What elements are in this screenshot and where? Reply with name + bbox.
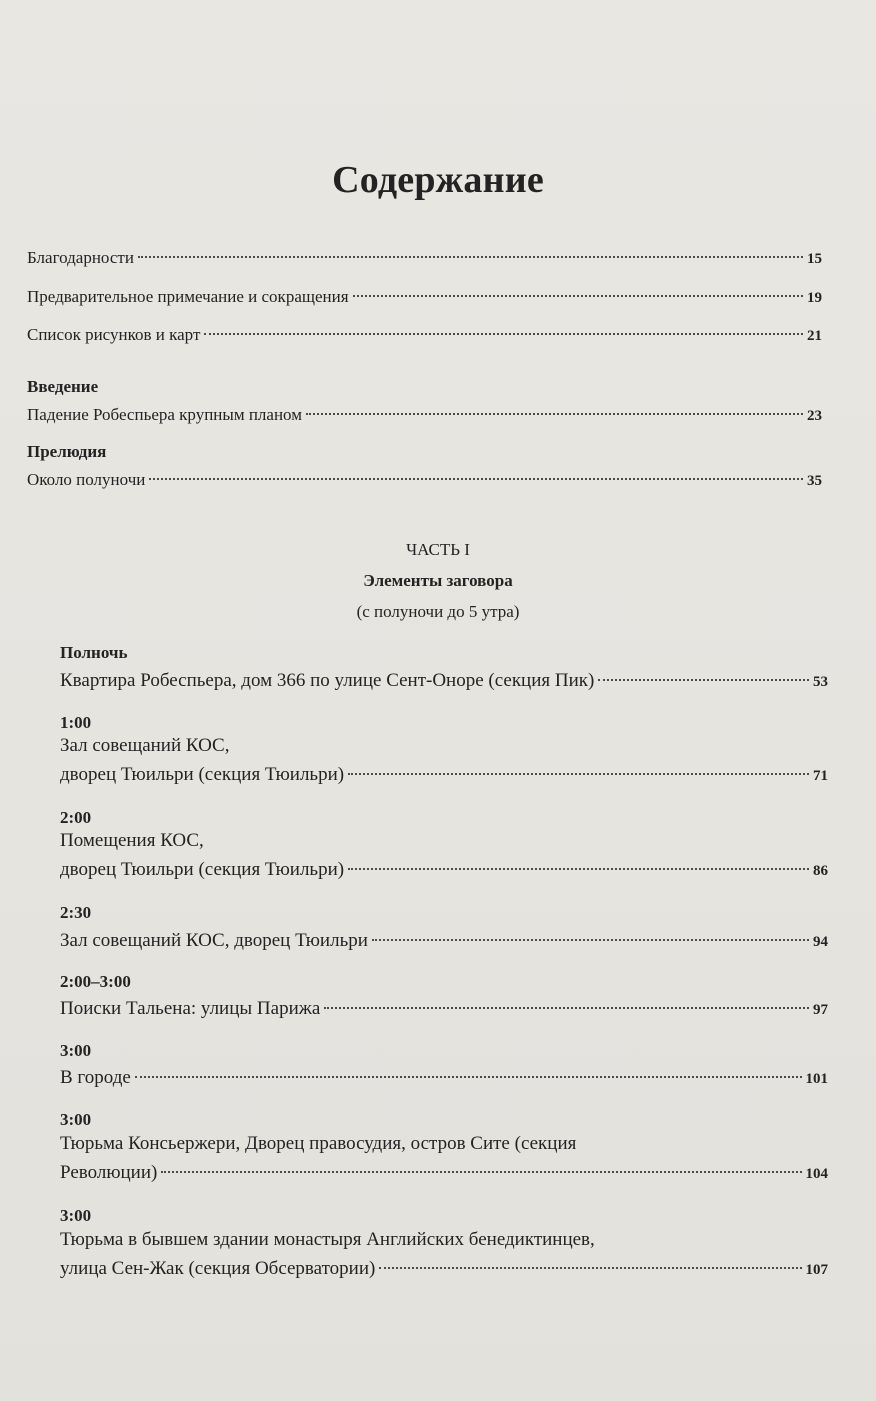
dot-leader (204, 333, 803, 335)
entry-label: В городе (60, 1067, 131, 1088)
dot-leader (138, 256, 803, 258)
toc-entry-cos-rooms[interactable] (60, 859, 828, 881)
entry-time: 1:00 (60, 713, 92, 732)
entry-line: Зал совещаний КОС, (60, 735, 230, 756)
entry-label: Предварительное примечание и сокращения (27, 287, 349, 306)
entry-time: 3:00 (60, 1206, 92, 1225)
dot-leader (324, 1007, 809, 1009)
toc-entry-benedictine-prison[interactable] (60, 1258, 828, 1280)
page-number: 19 (807, 290, 822, 306)
page-number: 71 (813, 768, 828, 784)
page-number: 97 (813, 1002, 828, 1018)
dot-leader (372, 939, 809, 941)
page-number: 86 (813, 863, 828, 879)
entry-time: 2:00 (60, 808, 92, 827)
dot-leader (161, 1171, 801, 1173)
entry-line: Тюрьма в бывшем здании монастыря Английских бенедиктинцев, (60, 1229, 595, 1250)
entry-label: Поиски Тальена: улицы Парижа (60, 998, 321, 1019)
toc-entry-intro[interactable] (27, 405, 822, 425)
page-number: 21 (807, 328, 822, 344)
dot-leader (353, 295, 803, 297)
entry-line: Тюрьма Консьержери, Дворец правосудия, остров Сите (секция (60, 1133, 577, 1154)
toc-entry-preliminary-note[interactable] (27, 287, 822, 307)
toc-entry-robespierre-apartment[interactable] (60, 670, 828, 692)
page-number: 15 (807, 251, 822, 267)
page-number: 107 (805, 1262, 828, 1278)
toc-entry-conciergerie[interactable] (60, 1162, 828, 1184)
entry-label: Благодарности (27, 248, 134, 267)
entry-time: 2:30 (60, 903, 92, 922)
dot-leader (348, 868, 809, 870)
page-number: 23 (807, 408, 822, 424)
page-number: 35 (807, 473, 822, 489)
page-number: 104 (805, 1166, 828, 1182)
toc-entry-acknowledgements[interactable] (27, 248, 822, 268)
toc-entry-in-city[interactable] (60, 1067, 828, 1089)
toc-entry-prelude[interactable] (27, 470, 822, 490)
entry-label: Квартира Робеспьера, дом 366 по улице Сент-Оноре (секция Пик) (60, 670, 595, 691)
dot-leader (149, 478, 803, 480)
part-title: Элементы заговора (363, 571, 513, 590)
entry-time: Полночь (60, 643, 128, 662)
page-title: Содержание (332, 159, 544, 201)
toc-entry-tallien-search[interactable] (60, 998, 828, 1020)
entry-label: Падение Робеспьера крупным планом (27, 405, 302, 424)
entry-time: 3:00 (60, 1110, 92, 1129)
toc-entry-cos-hall-tuileries[interactable] (60, 930, 828, 952)
page-number: 101 (805, 1071, 828, 1087)
entry-time: 2:00–3:00 (60, 972, 131, 991)
toc-entry-cos-hall[interactable] (60, 764, 828, 786)
entry-time: 3:00 (60, 1041, 92, 1060)
entry-label: Список рисунков и карт (27, 325, 201, 344)
entry-label: Около полуночи (27, 470, 146, 489)
entry-label: Зал совещаний КОС, дворец Тюильри (60, 930, 368, 951)
entry-label: дворец Тюильри (секция Тюильри) (60, 859, 345, 880)
prelude-heading: Прелюдия (27, 442, 107, 461)
page-number: 53 (813, 674, 828, 690)
part-label: ЧАСТЬ I (406, 540, 470, 559)
entry-label: Революции) (60, 1162, 158, 1183)
entry-label: улица Сен-Жак (секция Обсерватории) (60, 1258, 376, 1279)
dot-leader (348, 773, 809, 775)
toc-entry-figures-list[interactable] (27, 325, 822, 345)
part-subtitle: (с полуночи до 5 утра) (356, 602, 520, 621)
page-number: 94 (813, 934, 828, 950)
intro-heading: Введение (27, 377, 99, 396)
dot-leader (135, 1076, 802, 1078)
entry-line: Помещения КОС, (60, 830, 204, 851)
dot-leader (379, 1267, 801, 1269)
dot-leader (306, 413, 803, 415)
dot-leader (598, 679, 809, 681)
entry-label: дворец Тюильри (секция Тюильри) (60, 764, 345, 785)
